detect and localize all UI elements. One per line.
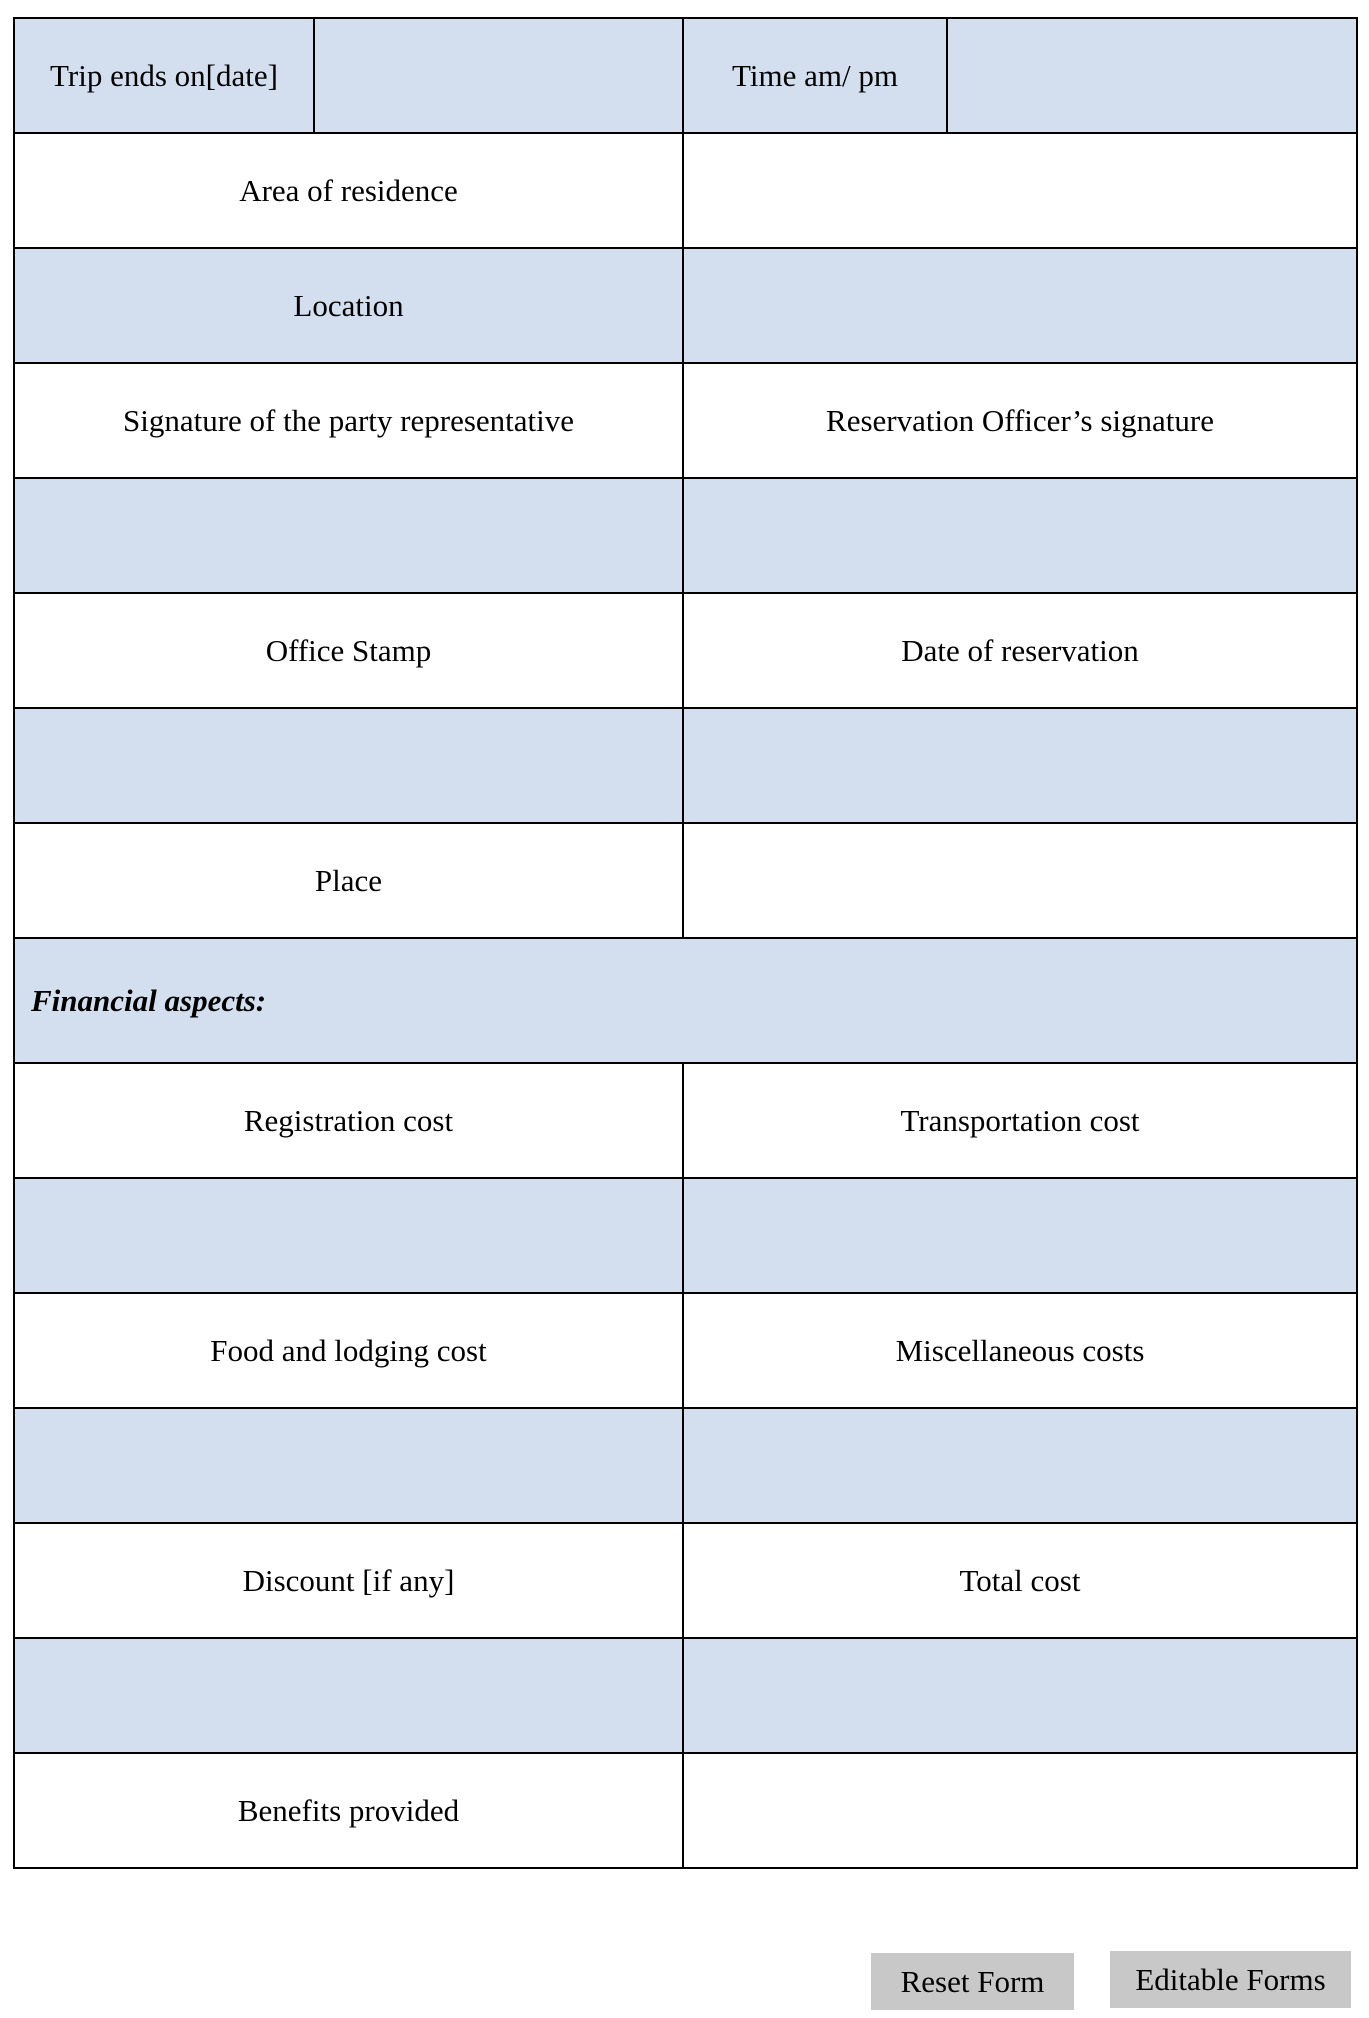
- signature-field-row: [14, 478, 1357, 593]
- trip-end-date-field[interactable]: [314, 18, 683, 133]
- financial-aspects-heading: Financial aspects:: [14, 938, 1357, 1063]
- registration-cost-field[interactable]: [14, 1178, 683, 1293]
- party-signature-field[interactable]: [14, 478, 683, 593]
- cost-label-row-1: [14, 1063, 1357, 1178]
- office-stamp-label: Office Stamp: [14, 593, 683, 708]
- cost-label-row-2: [14, 1293, 1357, 1408]
- total-cost-label: Total cost: [683, 1523, 1357, 1638]
- area-label: Area of residence: [14, 133, 683, 248]
- financial-heading-row: [14, 938, 1357, 1063]
- cost-field-row-1: [14, 1178, 1357, 1293]
- location-label: Location: [14, 248, 683, 363]
- discount-label: Discount [if any]: [14, 1523, 683, 1638]
- transportation-cost-label: Transportation cost: [683, 1063, 1357, 1178]
- reservation-date-field[interactable]: [683, 708, 1357, 823]
- stamp-label-row: [14, 593, 1357, 708]
- discount-field[interactable]: [14, 1638, 683, 1753]
- cost-field-row-3: [14, 1638, 1357, 1753]
- area-row: [14, 133, 1357, 248]
- location-field[interactable]: [683, 248, 1357, 363]
- benefits-field[interactable]: [683, 1753, 1357, 1868]
- reservation-date-label: Date of reservation: [683, 593, 1357, 708]
- trip-end-row: [14, 18, 1357, 133]
- cost-label-row-3: [14, 1523, 1357, 1638]
- editable-forms-button[interactable]: Editable Forms: [1110, 1951, 1351, 2008]
- time-field[interactable]: [947, 18, 1357, 133]
- trip-end-label: Trip ends on[date]: [14, 18, 314, 133]
- registration-cost-label: Registration cost: [14, 1063, 683, 1178]
- food-lodging-cost-field[interactable]: [14, 1408, 683, 1523]
- location-row: [14, 248, 1357, 363]
- party-signature-label: Signature of the party representative: [14, 363, 683, 478]
- office-stamp-field[interactable]: [14, 708, 683, 823]
- reset-form-button[interactable]: Reset Form: [871, 1953, 1074, 2010]
- misc-costs-label: Miscellaneous costs: [683, 1293, 1357, 1408]
- area-field[interactable]: [683, 133, 1357, 248]
- stamp-field-row: [14, 708, 1357, 823]
- officer-signature-field[interactable]: [683, 478, 1357, 593]
- place-label: Place: [14, 823, 683, 938]
- place-field[interactable]: [683, 823, 1357, 938]
- signature-label-row: [14, 363, 1357, 478]
- food-lodging-cost-label: Food and lodging cost: [14, 1293, 683, 1408]
- total-cost-field[interactable]: [683, 1638, 1357, 1753]
- officer-signature-label: Reservation Officer’s signature: [683, 363, 1357, 478]
- misc-costs-field[interactable]: [683, 1408, 1357, 1523]
- transportation-cost-field[interactable]: [683, 1178, 1357, 1293]
- cost-field-row-2: [14, 1408, 1357, 1523]
- benefits-label: Benefits provided: [14, 1753, 683, 1868]
- place-row: [14, 823, 1357, 938]
- time-label: Time am/ pm: [683, 18, 947, 133]
- trip-reservation-form-table: [13, 17, 1358, 1869]
- benefits-row: [14, 1753, 1357, 1868]
